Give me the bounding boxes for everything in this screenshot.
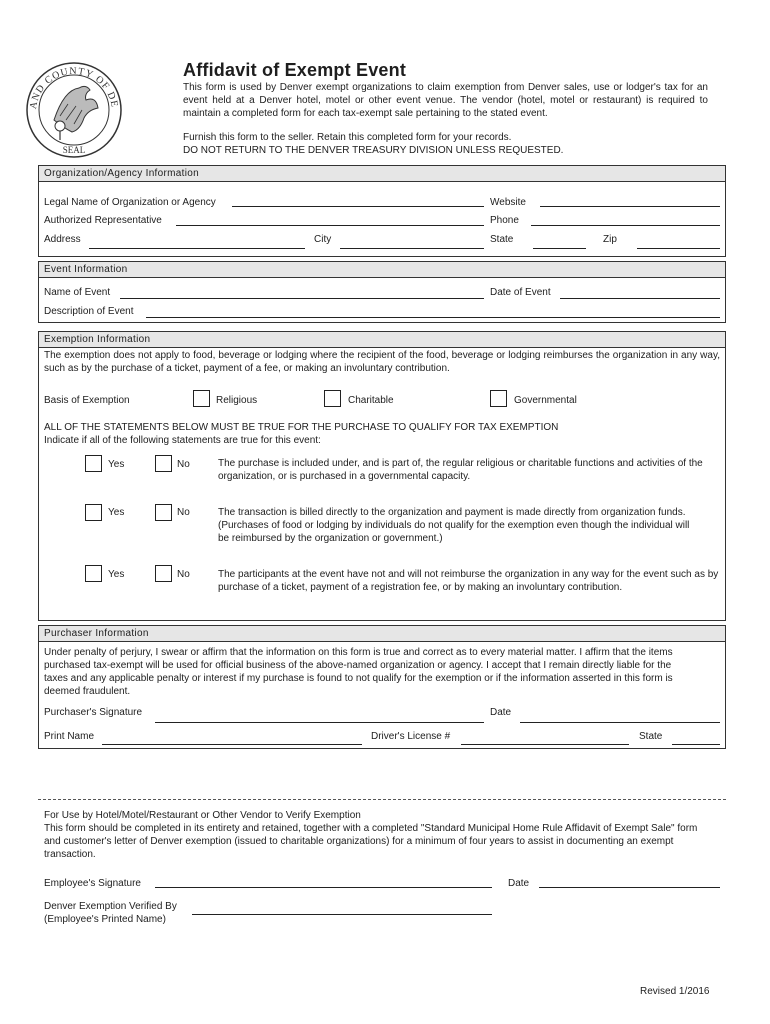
city-seal [24,60,124,160]
statement-1-no-checkbox[interactable] [155,455,172,472]
event-date-label: Date of Event [490,287,551,298]
state-field[interactable] [533,248,586,249]
drivers-license-label: Driver's License # [371,731,451,742]
purchaser-date-field[interactable] [520,722,720,723]
statement-2-no-checkbox[interactable] [155,504,172,521]
legal-name-field[interactable] [232,206,484,207]
instruction-furnish: Furnish this form to the seller. Retain this completed form for your records. [183,132,512,143]
event-heading: Event Information [39,262,725,278]
org-heading: Organization/Agency Information [39,166,725,182]
statement-1-no-label: No [177,459,190,470]
zip-label: Zip [603,234,617,245]
svg-text:CITY AND COUNTY OF DENVER: AND COUNTY OF DE [27,65,120,110]
city-field[interactable] [340,248,484,249]
employee-signature-label: Employee's Signature [44,878,141,889]
statement-1-yes-checkbox[interactable] [85,455,102,472]
purchaser-signature-field[interactable] [155,722,484,723]
exemption-note: The exemption does not apply to food, beverage or lodging where the recipient of the food, beverage or lodging reimburses the organization in any way, such as by the purchase of a ticket, payment of a fee, or making an involuntary contribution. [44,350,720,374]
statement-3-yes-checkbox[interactable] [85,565,102,582]
exemption-heading: Exemption Information [39,332,725,348]
phone-field[interactable] [531,225,720,226]
event-date-field[interactable] [560,298,720,299]
purchaser-heading: Purchaser Information [39,626,725,642]
page-title: Affidavit of Exempt Event [183,60,407,80]
cut-line-divider [38,799,726,800]
website-label: Website [490,197,526,208]
org-section [38,165,726,257]
statements-subheading: Indicate if all of the following statements are true for this event: [44,435,321,446]
statement-2-no-label: No [177,507,190,518]
verified-by-sublabel: (Employee's Printed Name) [44,914,166,925]
legal-name-label: Legal Name of Organization or Agency [44,197,216,208]
statement-3-text: The participants at the event have not and will not reimburse the organization in any way for the event such as by purchase of a ticket, payment of a registration fee, or by making an involuntary contribution. [218,569,719,593]
governmental-label: Governmental [514,395,577,406]
drivers-license-field[interactable] [461,744,629,745]
purchaser-signature-label: Purchaser's Signature [44,707,143,718]
verified-by-field[interactable] [192,914,492,915]
basis-label: Basis of Exemption [44,395,130,406]
event-name-label: Name of Event [44,287,111,298]
verified-by-label: Denver Exemption Verified By [44,901,177,912]
authorized-rep-label: Authorized Representative [44,215,162,226]
svg-text:SEAL: SEAL [62,145,86,155]
print-name-label: Print Name [44,731,95,742]
statement-2-yes-label: Yes [108,507,125,518]
statement-2-yes-checkbox[interactable] [85,504,102,521]
statement-3-no-checkbox[interactable] [155,565,172,582]
governmental-checkbox[interactable] [490,390,507,407]
print-name-field[interactable] [102,744,362,745]
intro-text: This form is used by Denver exempt organizations to claim exemption from Denver sales, use or lodger's tax for an event held at a Denver hotel, motel or other event venue. The vendor (hotel, motel or restaurant) is required to maintain a completed form for each tax-exempt sale pertaining to the stated event. [183,82,708,119]
zip-field[interactable] [637,248,720,249]
statement-1-yes-label: Yes [108,459,125,470]
statements-heading: ALL OF THE STATEMENTS BELOW MUST BE TRUE FOR THE PURCHASE TO QUALIFY FOR TAX EXEMPTION [44,422,559,433]
address-field[interactable] [89,248,305,249]
address-label: Address [44,234,81,245]
perjury-statement: Under penalty of perjury, I swear or affirm that the information on this form is true and correct as to every material matter. I affirm that the items purchased tax-exempt will be used for official business of the above-named organization or agency. I accept that I remain directly liable for the taxes and any applicable penalty or interest if my purchase is found to not qualify for the exemption or if the information asserted in this form is deemed fraudulent. [44,647,673,697]
purchaser-state-label: State [639,731,663,742]
event-description-label: Description of Event [44,306,134,317]
instruction-do-not-return: DO NOT RETURN TO THE DENVER TREASURY DIVISION UNLESS REQUESTED. [183,145,564,156]
statement-3-no-label: No [177,569,190,580]
religious-checkbox[interactable] [193,390,210,407]
event-section [38,261,726,323]
event-description-field[interactable] [146,317,720,318]
city-label: City [314,234,332,245]
authorized-rep-field[interactable] [176,225,484,226]
charitable-label: Charitable [348,395,394,406]
charitable-checkbox[interactable] [324,390,341,407]
phone-label: Phone [490,215,519,226]
religious-label: Religious [216,395,258,406]
employee-signature-field[interactable] [155,887,492,888]
website-field[interactable] [540,206,720,207]
purchaser-state-field[interactable] [672,744,720,745]
purchaser-date-label: Date [490,707,512,718]
statement-2-text: The transaction is billed directly to the organization and payment is made directly from organization funds. (Purchases of food or lodging by individuals do not qualify for the exemption even though the individual will be reimbursed by the organization or government.) [218,507,690,544]
statement-3-yes-label: Yes [108,569,125,580]
vendor-body: This form should be completed in its entirety and retained, together with a completed "Standard Municipal Home Rule Affidavit of Exempt Sale" form and customer's letter of Denver exemption (issued to charitable organizations) for a minimum of four years to assist in documenting an exempt transaction. [44,823,698,860]
event-name-field[interactable] [120,298,484,299]
vendor-heading: For Use by Hotel/Motel/Restaurant or Other Vendor to Verify Exemption [44,810,361,821]
revised-date: Revised 1/2016 [640,986,710,997]
state-label: State [490,234,514,245]
vendor-date-label: Date [508,878,530,889]
vendor-date-field[interactable] [539,887,720,888]
statement-1-text: The purchase is included under, and is part of, the regular religious or charitable functions and activities of the organization, or is purchased in a governmental capacity. [218,458,703,482]
